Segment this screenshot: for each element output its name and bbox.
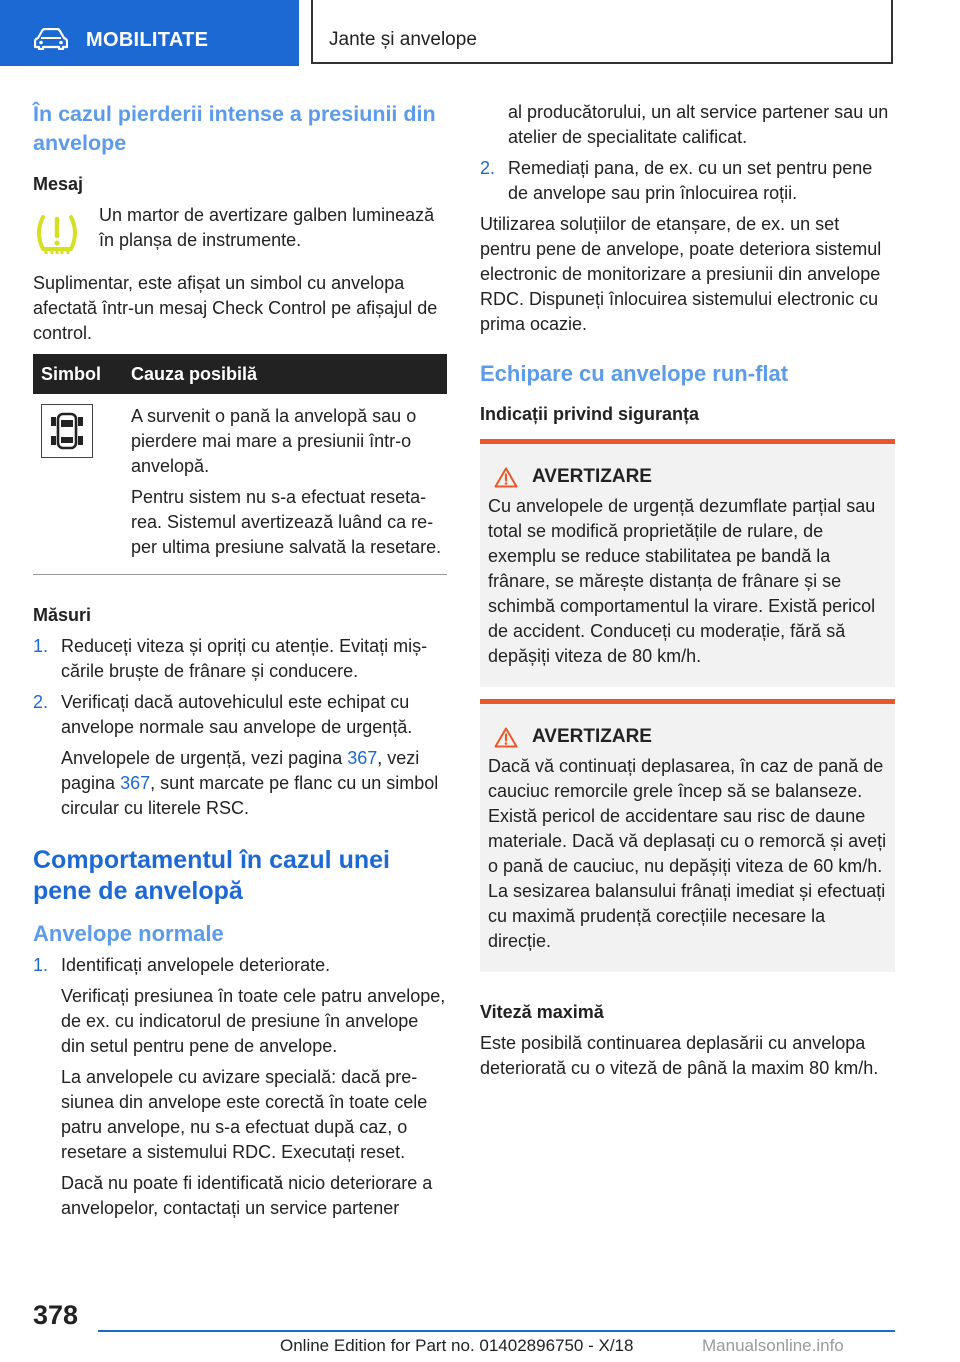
normal-text-3: Dacă nu poate fi identificată nicio deteriorare a anvelopelor, contactați un service partener [61, 1173, 433, 1218]
masuri-label: Măsuri [33, 605, 92, 625]
tire-pressure-warning-icon [33, 209, 81, 257]
supliment-text: Suplimentar, este afișat un simbol cu anvelopa afectată într-un mesaj Check Control pe afișajul de control. [33, 273, 438, 343]
page-link-367[interactable]: 367 [347, 748, 378, 768]
warning-title: AVERTIZARE [532, 726, 652, 747]
step-text: Verificați dacă autovehiculul este echipat cu anvelope normale sau anvelope de urgență. [61, 692, 413, 737]
step-number: 2. [33, 692, 49, 712]
mesaj-text: Un martor de avertizare galben luminează în planșa de instrumente. [99, 205, 435, 250]
heading-normal-tires: Anvelope normale [33, 921, 224, 946]
car-icon [34, 28, 68, 50]
step-number: 1. [33, 955, 49, 975]
masuri-list [33, 634, 447, 821]
list-item [480, 156, 895, 206]
page-link-367-second[interactable]: 367 [120, 773, 151, 793]
sealant-text: Utilizarea soluțiilor de etanșare, de ex. un set pentru pene de anvelope, poate deteriora sistemul electronic de monitorizare a presiunii din anvelope RDC. Dispuneți înlocuirea sistemului electronic cu prima ocazie. [480, 214, 882, 334]
safety-label: Indicații privind siguranța [480, 404, 700, 424]
table-header-symbol: Simbol [33, 354, 123, 394]
mesaj-label: Mesaj [33, 174, 84, 194]
header-chapter-label: Jante și anvelope [329, 29, 477, 50]
left-column [33, 100, 447, 1227]
normal-text-2: La anvelopele cu avizare specială: dacă presiunea din anvelope este corectă în toate cele patru anvelope, nu s-a efectuat după caz, o resetare a sistemului RDC. Executați reset. [61, 1067, 428, 1162]
warning-box [480, 439, 895, 687]
symbol-table [33, 354, 447, 575]
footer-edition: Online Edition for Part no. 01402896750 - X/18 [280, 1336, 634, 1355]
step-number: 1. [33, 636, 49, 656]
step-note: Anvelopele de urgență, vezi pagina 367, vezi pagina 367, sunt marcate pe flanc cu un simbol circular cu literele RSC. [61, 748, 439, 818]
car-tire-damage-icon [41, 404, 93, 458]
table-row [33, 394, 447, 575]
list-item [33, 953, 447, 1221]
normal-tires-list [33, 953, 447, 1221]
page-number: 378 [33, 1300, 79, 1330]
warning-title: AVERTIZARE [532, 466, 652, 487]
list-item [33, 634, 447, 684]
warning-triangle-icon [494, 727, 518, 748]
header-section-label: MOBILITATE [86, 29, 209, 51]
table-header-cause: Cauza posibilă [123, 354, 447, 394]
list-item [480, 100, 895, 150]
header-chapter-tab[interactable] [311, 0, 893, 64]
right-column [480, 100, 895, 1089]
message-block [33, 203, 447, 257]
heading-behavior: Comportamentul în cazul unei pene de anvelopă [33, 846, 390, 905]
step-text: Identificați anvelopele deteriorate. [61, 955, 331, 975]
heading-runflat: Echipare cu anvelope run-flat [480, 361, 789, 386]
heading-pressure-loss: În cazul pierderii intense a presiunii din anvelope [33, 102, 436, 155]
footer-watermark: Manualsonline.info [702, 1336, 844, 1355]
step-number: 2. [480, 158, 496, 178]
speed-text: Este posibilă continuarea deplasării cu anvelopa deteriorată cu o viteză de până la maxim 80 km/h. [480, 1033, 879, 1078]
cause-text-1: A survenit o pană la anvelopă sau o pierdere mai mare a presiunii într-o anvelopă. [131, 406, 417, 476]
normal-text-1: Verificați presiunea în toate cele patru anvelope, de ex. cu indicatorul de presiune în anvelope din setul pentru pene de anvelope. [61, 986, 446, 1056]
footer-divider [98, 1330, 895, 1332]
warning-triangle-icon [494, 467, 518, 488]
step-text: Reduceți viteza și opriți cu atenție. Evitați mișcările bruște de frânare și conducere. [61, 636, 428, 681]
header-section-tab[interactable] [0, 0, 299, 66]
continued-list [480, 100, 895, 206]
cause-text-2: Pentru sistem nu s-a efectuat resetarea. Sistemul avertizează luând ca reper ultima presiune salvată la resetare. [131, 487, 442, 557]
step-text: Remediați pana, de ex. cu un set pentru pene de anvelope sau prin înlocuirea roții. [508, 158, 873, 203]
speed-label: Viteză maximă [480, 1002, 604, 1022]
continued-text: al producătorului, un alt service partener sau un atelier de specialitate calificat. [508, 102, 889, 147]
warning-box [480, 699, 895, 972]
warning-text: Dacă vă continuați deplasarea, în caz de pană de cauciuc remorcile grele încep să se balanseze. Există pericol de accidentare sau risc de daune materiale. Dacă vă deplasați cu o remorcă și aveți o pană de cauciuc, nu depășiți viteza de 60 km/h. La sesizarea balansului frânați imediat și efectuați cu maximă prudență corecțiile necesare la direcție. [488, 756, 887, 951]
warning-text: Cu anvelopele de urgență dezumflate parțial sau total se modifică proprietățile de rulare, de exemplu se reduce stabilitatea pe bandă la frânare, se mărește distanța de frânare și se schimbă comportamentul la virare. Există pericol de accident. Conduceți cu moderație, fără să depășiți viteza de 80 km/h. [488, 496, 876, 666]
list-item [33, 690, 447, 821]
